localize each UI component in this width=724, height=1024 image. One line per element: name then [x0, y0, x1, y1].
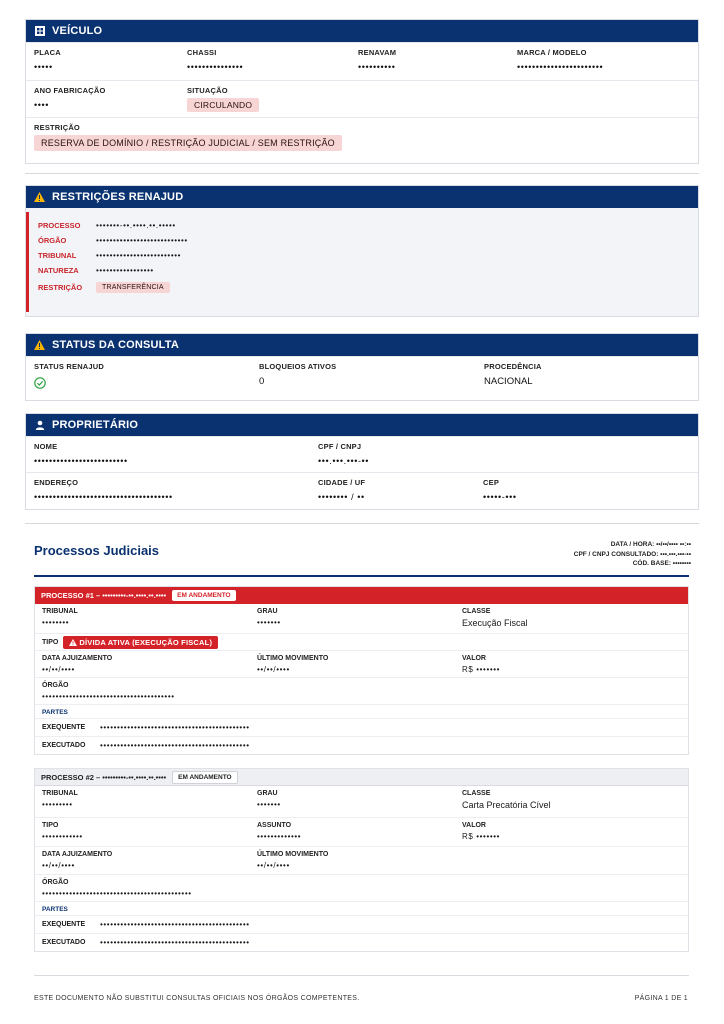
endereco-value: ••••••••••••••••••••••••••••••••••••• [34, 492, 173, 502]
p2-tribunal-value: ••••••••• [42, 800, 73, 809]
status-title: STATUS DA CONSULTA [52, 339, 180, 351]
divider [25, 523, 699, 524]
p2-data-value: ••/••/•••• [42, 861, 75, 870]
p2-tipo-label: TIPO [42, 822, 59, 829]
p2-executado-label: EXECUTADO [42, 939, 86, 946]
p1-valor-value: R$ ••••••• [462, 665, 501, 674]
p2-assunto-label: ASSUNTO [257, 822, 292, 829]
procedencia-value: NACIONAL [484, 376, 533, 387]
veiculo-section [25, 19, 699, 164]
p2-executado-value: •••••••••••••••••••••••••••••••••••••••••••• [100, 938, 250, 947]
p2-valor-value: R$ ••••••• [462, 832, 501, 841]
warning-icon [69, 639, 77, 646]
p1-ultimo-label: ÚLTIMO MOVIMENTO [257, 655, 329, 662]
placa-value: ••••• [34, 62, 53, 72]
status-header [26, 334, 698, 356]
p2-exequente-label: EXEQUENTE [42, 921, 86, 928]
ano-label: ANO FABRICAÇÃO [34, 86, 106, 95]
processo-1-number: PROCESSO #1 – •••••••••-••.••••.••.•••• [41, 591, 167, 600]
status-renajud-label: STATUS RENAJUD [34, 362, 105, 371]
situacao-label: SITUAÇÃO [187, 86, 228, 95]
p2-classe-value: Carta Precatória Cível [462, 800, 551, 810]
ren-orgao-value: ••••••••••••••••••••••••••• [96, 236, 188, 245]
renajud-section [25, 185, 699, 317]
ren-orgao-label: ÓRGÃO [38, 236, 67, 245]
restricao-badge: RESERVA DE DOMÍNIO / RESTRIÇÃO JUDICIAL / SEM RESTRIÇÃO [34, 135, 342, 151]
situacao-badge: CIRCULANDO [187, 98, 259, 112]
processo-2-header [35, 769, 688, 786]
p1-orgao-label: ÓRGÃO [42, 682, 69, 689]
ren-restricao-badge: TRANSFERÊNCIA [96, 282, 170, 293]
processos-title: Processos Judiciais [34, 543, 160, 558]
ano-value: •••• [34, 100, 50, 110]
p2-grau-value: ••••••• [257, 800, 281, 809]
user-icon [34, 420, 45, 431]
footer-disclaimer: ESTE DOCUMENTO NÃO SUBSTITUI CONSULTAS OFICIAIS NOS ÓRGÃOS COMPETENTES. [34, 995, 360, 1002]
p2-exequente-value: •••••••••••••••••••••••••••••••••••••••••••• [100, 920, 250, 929]
p2-tribunal-label: TRIBUNAL [42, 790, 78, 797]
processo-2-card [34, 768, 689, 952]
processo-2-number: PROCESSO #2 – •••••••••-••.••••.••.•••• [41, 772, 167, 782]
cep-value: •••••-••• [483, 492, 517, 502]
nome-value: ••••••••••••••••••••••••• [34, 456, 128, 466]
p1-tribunal-value: •••••••• [42, 618, 70, 627]
status-section [25, 333, 699, 401]
p1-valor-label: VALOR [462, 655, 486, 662]
processo-1-card [34, 586, 689, 755]
processos-rule [34, 575, 689, 577]
p1-classe-value: Execução Fiscal [462, 618, 528, 628]
p2-classe-label: CLASSE [462, 790, 491, 797]
cpf-label: CPF / CNPJ [318, 442, 362, 451]
renajud-alert-bar [26, 212, 29, 312]
footer-rule [34, 975, 689, 976]
bloqueios-value: 0 [259, 376, 265, 387]
endereco-label: ENDEREÇO [34, 478, 79, 487]
p1-data-value: ••/••/•••• [42, 665, 75, 674]
p1-tipo-value: DÍVIDA ATIVA (EXECUÇÃO FISCAL) [79, 637, 213, 647]
bloqueios-label: BLOQUEIOS ATIVOS [259, 362, 337, 371]
warning-icon [34, 340, 45, 351]
meta-cpf: CPF / CNPJ CONSULTADO: •••.•••.•••-•• [573, 550, 691, 558]
ren-tribunal-label: TRIBUNAL [38, 251, 77, 260]
p1-classe-label: CLASSE [462, 608, 491, 615]
p2-orgao-label: ÓRGÃO [42, 879, 69, 886]
placa-label: PLACA [34, 48, 61, 57]
ren-restricao-label: RESTRIÇÃO [38, 283, 83, 292]
processo-1-status-badge: EM ANDAMENTO [172, 590, 235, 601]
cpf-value: •••.•••.•••-•• [318, 456, 370, 466]
p1-exequente-label: EXEQUENTE [42, 724, 86, 731]
cep-label: CEP [483, 478, 500, 487]
p1-partes-label: PARTES [42, 709, 68, 716]
cidade-label: CIDADE / UF [318, 478, 366, 487]
p2-tipo-value: •••••••••••• [42, 832, 83, 841]
p1-tipo-badge [63, 636, 218, 649]
p2-orgao-value: •••••••••••••••••••••••••••••••••••••••••••• [42, 889, 192, 898]
p2-grau-label: GRAU [257, 790, 278, 797]
marca-label: MARCA / MODELO [517, 48, 587, 57]
footer-page-number: PÁGINA 1 DE 1 [634, 995, 688, 1002]
veiculo-title: VEÍCULO [52, 25, 103, 37]
veiculo-header [26, 20, 698, 42]
marca-value: ••••••••••••••••••••••• [517, 62, 604, 72]
ren-natureza-label: NATUREZA [38, 266, 79, 275]
p2-assunto-value: ••••••••••••• [257, 832, 302, 841]
procedencia-label: PROCEDÊNCIA [484, 362, 542, 371]
processos-meta [574, 540, 691, 569]
p1-tipo-label: TIPO [42, 638, 59, 646]
p1-orgao-value: ••••••••••••••••••••••••••••••••••••••• [42, 692, 175, 701]
proprietario-header [26, 414, 698, 436]
p1-grau-label: GRAU [257, 608, 278, 615]
vehicle-grid-icon [34, 26, 45, 37]
renavam-label: RENAVAM [358, 48, 397, 57]
p1-executado-value: •••••••••••••••••••••••••••••••••••••••••••• [100, 741, 250, 750]
p2-ultimo-label: ÚLTIMO MOVIMENTO [257, 851, 329, 858]
processo-2-status-badge: EM ANDAMENTO [172, 771, 237, 784]
meta-datetime: DATA / HORA: ••/••/•••• ••:•• [610, 541, 691, 548]
p1-grau-value: ••••••• [257, 618, 281, 627]
ren-tribunal-value: ••••••••••••••••••••••••• [96, 251, 182, 260]
divider [25, 173, 699, 174]
renavam-value: •••••••••• [358, 62, 396, 72]
proprietario-title: PROPRIETÁRIO [52, 419, 139, 431]
warning-icon [34, 192, 45, 203]
ren-processo-value: •••••••-••.••••.••.••••• [96, 221, 176, 230]
chassi-label: CHASSI [187, 48, 217, 57]
renajud-title: RESTRIÇÕES RENAJUD [52, 191, 184, 203]
p2-ultimo-value: ••/••/•••• [257, 861, 290, 870]
p1-executado-label: EXECUTADO [42, 742, 86, 749]
p1-tribunal-label: TRIBUNAL [42, 608, 78, 615]
p1-exequente-value: •••••••••••••••••••••••••••••••••••••••••••• [100, 723, 250, 732]
cidade-value: •••••••• / •• [318, 492, 365, 502]
check-circle-icon [34, 376, 243, 394]
proprietario-section [25, 413, 699, 510]
p1-data-label: DATA AJUIZAMENTO [42, 655, 113, 662]
restricao-label: RESTRIÇÃO [34, 123, 80, 132]
p1-ultimo-value: ••/••/•••• [257, 665, 290, 674]
renajud-header [26, 186, 698, 208]
nome-label: NOME [34, 442, 58, 451]
processo-1-header [35, 587, 688, 604]
ren-processo-label: PROCESSO [38, 221, 81, 230]
meta-base: CÓD. BASE: •••••••• [632, 560, 691, 567]
p2-partes-label: PARTES [42, 906, 68, 913]
p2-data-label: DATA AJUIZAMENTO [42, 851, 113, 858]
p2-valor-label: VALOR [462, 822, 486, 829]
ren-natureza-value: ••••••••••••••••• [96, 266, 154, 275]
chassi-value: ••••••••••••••• [187, 62, 244, 72]
